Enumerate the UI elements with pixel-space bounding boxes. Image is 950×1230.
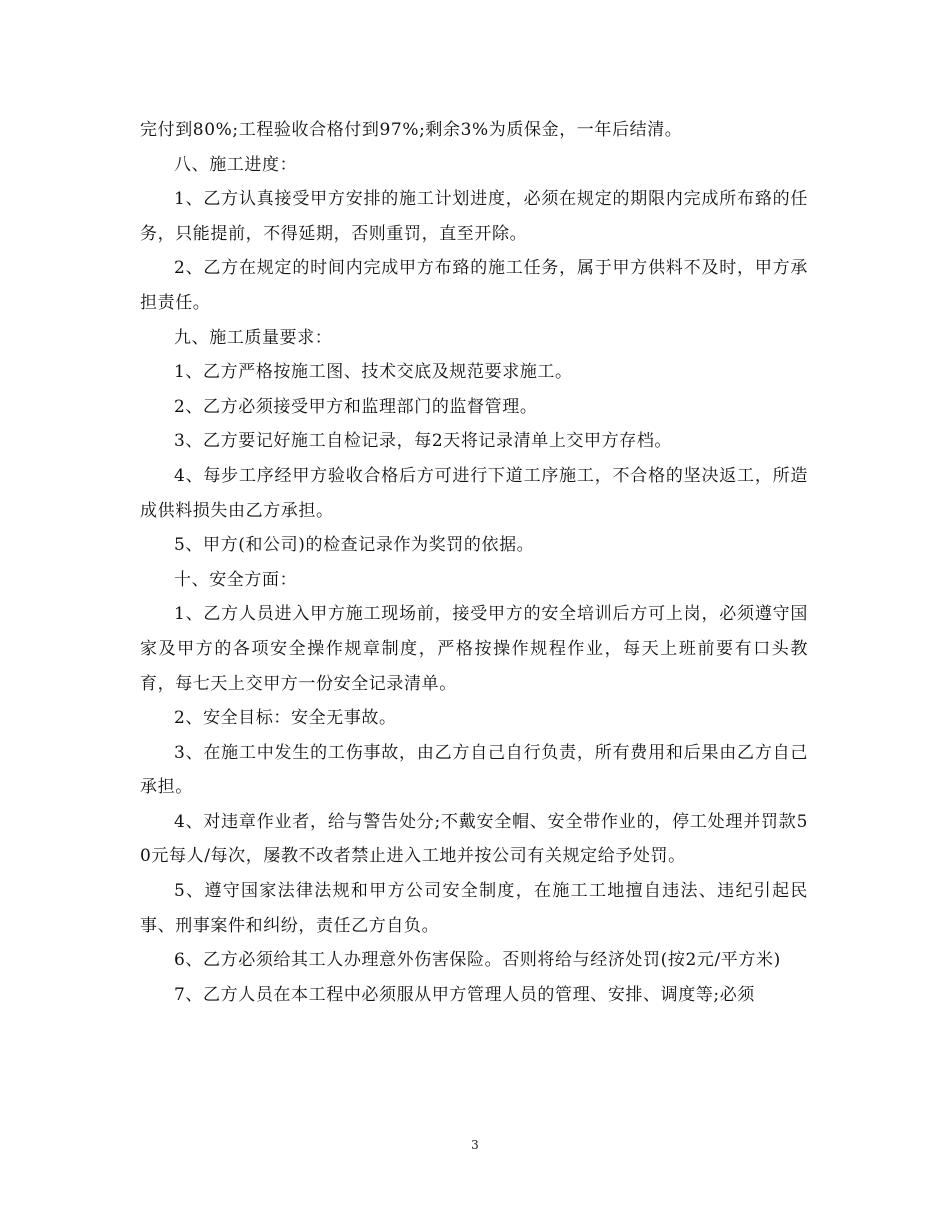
paragraph-14: 4、对违章作业者，给与警告处分;不戴安全帽、安全带作业的，停工处理并罚款50元每人/每次，屡教不改者禁止进入工地并按公司有关规定给予处罚。 <box>140 811 808 867</box>
section-heading-10: 十、安全方面： <box>174 569 298 590</box>
paragraph-0: 完付到80%;工程验收合格付到97%;剩余3%为质保金，一年后结清。 <box>140 120 683 140</box>
section-heading-9: 九、施工质量要求： <box>174 327 333 348</box>
paragraph-7: 3、乙方要记好施工自检记录，每2天将记录清单上交甲方存档。 <box>174 431 673 452</box>
paragraph-15: 5、遵守国家法律法规和甲方公司安全制度，在施工工地擅自违法、违纪引起民事、刑事案件和纠纷，责任乙方自负。 <box>140 881 808 936</box>
paragraph-6: 2、乙方必须接受甲方和监理部门的监督管理。 <box>174 396 538 417</box>
paragraph-3: 2、乙方在规定的时间内完成甲方布臵的施工任务，属于甲方供料不及时，甲方承担责任。 <box>140 258 808 313</box>
paragraph-13: 3、在施工中发生的工伤事故，由乙方自己自行负责，所有费用和后果由乙方自己承担。 <box>140 742 808 798</box>
paragraph-11: 1、乙方人员进入甲方施工现场前，接受甲方的安全培训后方可上岗，必须遵守国家及甲方的各项安全操作规章制度，严格按操作规程作业，每天上班前要有口头教育，每七天上交甲方一份安全记录清单。 <box>140 604 808 694</box>
page-number: 3 <box>471 1138 479 1152</box>
paragraph-2: 1、乙方认真接受甲方安排的施工计划进度，必须在规定的期限内完成所布臵的任务，只能提前，不得延期，否则重罚，直至开除。 <box>140 189 808 244</box>
paragraph-17: 7、乙方人员在本工程中必须服从甲方管理人员的管理、安排、调度等;必须 <box>174 984 755 1005</box>
paragraph-5: 1、乙方严格按施工图、技术交底及规范要求施工。 <box>174 362 573 383</box>
section-heading-8: 八、施工进度： <box>174 154 298 175</box>
paragraph-9: 5、甲方(和公司)的检查记录作为奖罚的依据。 <box>174 535 535 556</box>
paragraph-16: 6、乙方必须给其工人办理意外伤害保险。否则将给与经济处罚(按2元/平方米) <box>174 950 781 971</box>
document-body <box>140 113 808 1012</box>
paragraph-8: 4、每步工序经甲方验收合格后方可进行下道工序施工，不合格的坚决返工，所造成供料损失由乙方承担。 <box>140 465 808 521</box>
paragraph-12: 2、安全目标：安全无事故。 <box>174 708 397 729</box>
